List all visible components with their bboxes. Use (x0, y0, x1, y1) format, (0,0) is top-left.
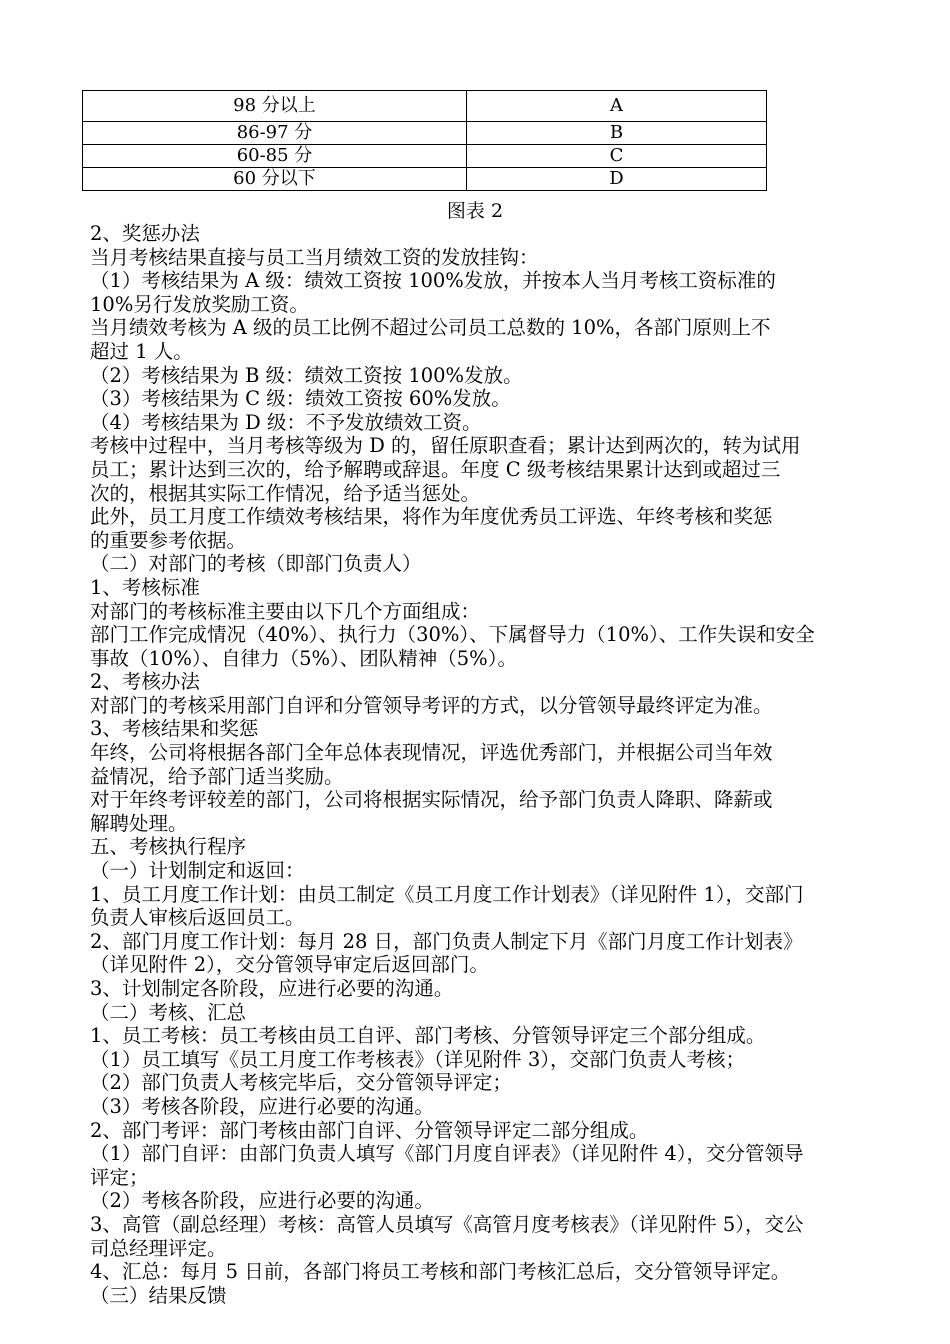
text-line: 司总经理评定。 (90, 1236, 227, 1260)
text-line: 部门工作完成情况（40%）、执行力（30%）、下属督导力（10%）、工作失误和安全 (90, 623, 815, 647)
text-line: （1）部门自评：由部门负责人填写《部门月度自评表》（详见附件 4），交分管领导 (90, 1142, 804, 1166)
text-line: （详见附件 2），交分管领导审定后返回部门。 (90, 953, 489, 977)
text-line: 次的，根据其实际工作情况，给予适当惩处。 (90, 481, 481, 505)
text-line: 年终，公司将根据各部门全年总体表现情况，评选优秀部门，并根据公司当年效 (90, 741, 773, 765)
text-line: 当月考核结果直接与员工当月绩效工资的发放挂钩： (90, 245, 539, 269)
text-line: 2、部门月度工作计划：每月 28 日，部门负责人制定下月《部门月度工作计划表》 (90, 929, 803, 953)
text-line: 2、考核办法 (90, 670, 200, 694)
table-caption: 图表 2 (446, 200, 504, 222)
text-line: （一）计划制定和返回： (90, 859, 305, 883)
text-line: 4、汇总：每月 5 日前，各部门将员工考核和部门考核汇总后，交分管领导评定。 (90, 1260, 791, 1284)
table-row (83, 168, 767, 191)
text-line: 的重要参考依据。 (90, 528, 247, 552)
text-line: 评定； (90, 1165, 149, 1189)
text-line: 10%另行发放奖励工资。 (90, 292, 309, 316)
text-line: 对于年终考评较差的部门，公司将根据实际情况，给予部门负责人降职、降薪或 (90, 788, 773, 812)
text-line: 3、考核结果和奖惩 (90, 717, 259, 741)
text-line: 2、部门考评：部门考核由部门自评、分管领导评定二部分组成。 (90, 1118, 649, 1142)
grade-cell: B (467, 122, 767, 145)
score-cell: 60 分以下 (83, 168, 467, 191)
text-line: （2）考核结果为 B 级：绩效工资按 100%发放。 (90, 363, 523, 387)
text-line: 1、员工考核：员工考核由员工自评、部门考核、分管领导评定三个部分组成。 (90, 1024, 766, 1048)
text-line: 负责人审核后返回员工。 (90, 906, 305, 930)
text-line: 员工；累计达到三次的，给予解聘或辞退。年度 C 级考核结果累计达到或超过三 (90, 457, 781, 481)
text-line: 此外，员工月度工作绩效考核结果，将作为年度优秀员工评选、年终考核和奖惩 (90, 505, 773, 529)
text-line: （1）员工填写《员工月度工作考核表》（详见附件 3），交部门负责人考核； (90, 1047, 746, 1071)
text-line: 当月绩效考核为 A 级的员工比例不超过公司员工总数的 10%，各部门原则上不 (90, 316, 771, 340)
grade-table (82, 90, 767, 191)
text-line: 事故（10%）、自律力（5%）、团队精神（5%）。 (90, 646, 517, 670)
text-line: 益情况，给予部门适当奖励。 (90, 764, 344, 788)
grade-cell: A (467, 91, 767, 122)
text-line: （二）考核、汇总 (90, 1000, 247, 1024)
text-line: 解聘处理。 (90, 811, 188, 835)
score-cell: 60-85 分 (83, 145, 467, 168)
text-line: 对部门的考核采用部门自评和分管领导考评的方式，以分管领导最终评定为准。 (90, 693, 773, 717)
text-line: 考核中过程中，当月考核等级为 D 的，留任原职查看；累计达到两次的，转为试用 (90, 434, 801, 458)
score-cell: 86-97 分 (83, 122, 467, 145)
text-line: 1、员工月度工作计划：由员工制定《员工月度工作计划表》（详见附件 1），交部门 (90, 882, 804, 906)
text-line: 1、考核标准 (90, 575, 200, 599)
text-line: （3）考核各阶段，应进行必要的沟通。 (90, 1094, 434, 1118)
table-row (83, 122, 767, 145)
score-cell: 98 分以上 (83, 91, 467, 122)
text-line: （3）考核结果为 C 级：绩效工资按 60%发放。 (90, 387, 511, 411)
text-line: 超过 1 人。 (90, 339, 193, 363)
grade-cell: D (467, 168, 767, 191)
text-line: （二）对部门的考核（即部门负责人） (90, 552, 422, 576)
text-line: 3、高管（副总经理）考核：高管人员填写《高管月度考核表》（详见附件 5），交公 (90, 1212, 804, 1236)
table-row (83, 91, 767, 122)
text-line: 五、考核执行程序 (90, 835, 247, 859)
text-line: （2）部门负责人考核完毕后，交分管领导评定； (90, 1071, 512, 1095)
text-line: （2）考核各阶段，应进行必要的沟通。 (90, 1189, 434, 1213)
grade-cell: C (467, 145, 767, 168)
text-line: 3、计划制定各阶段，应进行必要的沟通。 (90, 977, 454, 1000)
text-line: （4）考核结果为 D 级：不予发放绩效工资。 (90, 410, 482, 434)
table-row (83, 145, 767, 168)
document-body (90, 222, 865, 1307)
text-line: 对部门的考核标准主要由以下几个方面组成： (90, 599, 481, 623)
text-line: （三）结果反馈 (90, 1283, 227, 1307)
text-line: 2、奖惩办法 (90, 222, 200, 245)
text-line: （1）考核结果为 A 级：绩效工资按 100%发放，并按本人当月考核工资标准的 (90, 269, 776, 293)
